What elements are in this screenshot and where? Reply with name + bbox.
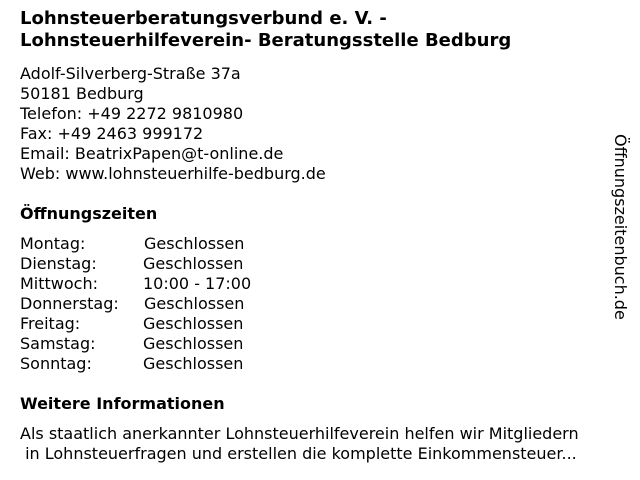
day-label: Freitag: [20, 314, 81, 333]
fax: Fax: +49 2463 999172 [20, 124, 204, 143]
day-label: Mittwoch: [20, 274, 98, 293]
info-line: Als staatlich anerkannter Lohnsteuerhilfeverein helfen wir Mitgliedern [20, 424, 579, 443]
day-label: Samstag: [20, 334, 96, 353]
day-hours: 10:00 - 17:00 [143, 274, 252, 293]
contact-block [20, 64, 326, 184]
business-name: Lohnsteuerberatungsverbund e. V. -Lohnsteuerhilfeverein- Beratungsstelle Bedburg [20, 8, 512, 51]
more-info-text [20, 424, 620, 464]
day-hours: Geschlossen [143, 254, 244, 273]
day-hours: Geschlossen [143, 314, 244, 333]
day-hours: Geschlossen [144, 234, 245, 253]
day-hours: Geschlossen [143, 334, 244, 353]
website: Web: www.lohnsteuerhilfe-bedburg.de [20, 164, 326, 183]
day-label: Donnerstag: [20, 294, 119, 313]
email: Email: BeatrixPapen@t-online.de [20, 144, 284, 163]
info-line: in Lohnsteuerfragen und erstellen die komplette Einkommensteuer... [20, 444, 577, 463]
street-address: Adolf-Silverberg-Straße 37a [20, 64, 241, 83]
day-hours: Geschlossen [144, 294, 245, 313]
watermark-text: Öffnungszeitenbuch.de [611, 134, 630, 320]
day-label: Dienstag: [20, 254, 97, 273]
city: 50181 Bedburg [20, 84, 144, 103]
day-label: Sonntag: [20, 354, 92, 373]
opening-hours-heading: Öffnungszeiten [20, 204, 158, 223]
phone: Telefon: +49 2272 9810980 [20, 104, 244, 123]
day-label: Montag: [20, 234, 86, 253]
more-info-heading: Weitere Informationen [20, 394, 225, 413]
day-hours: Geschlossen [143, 354, 244, 373]
